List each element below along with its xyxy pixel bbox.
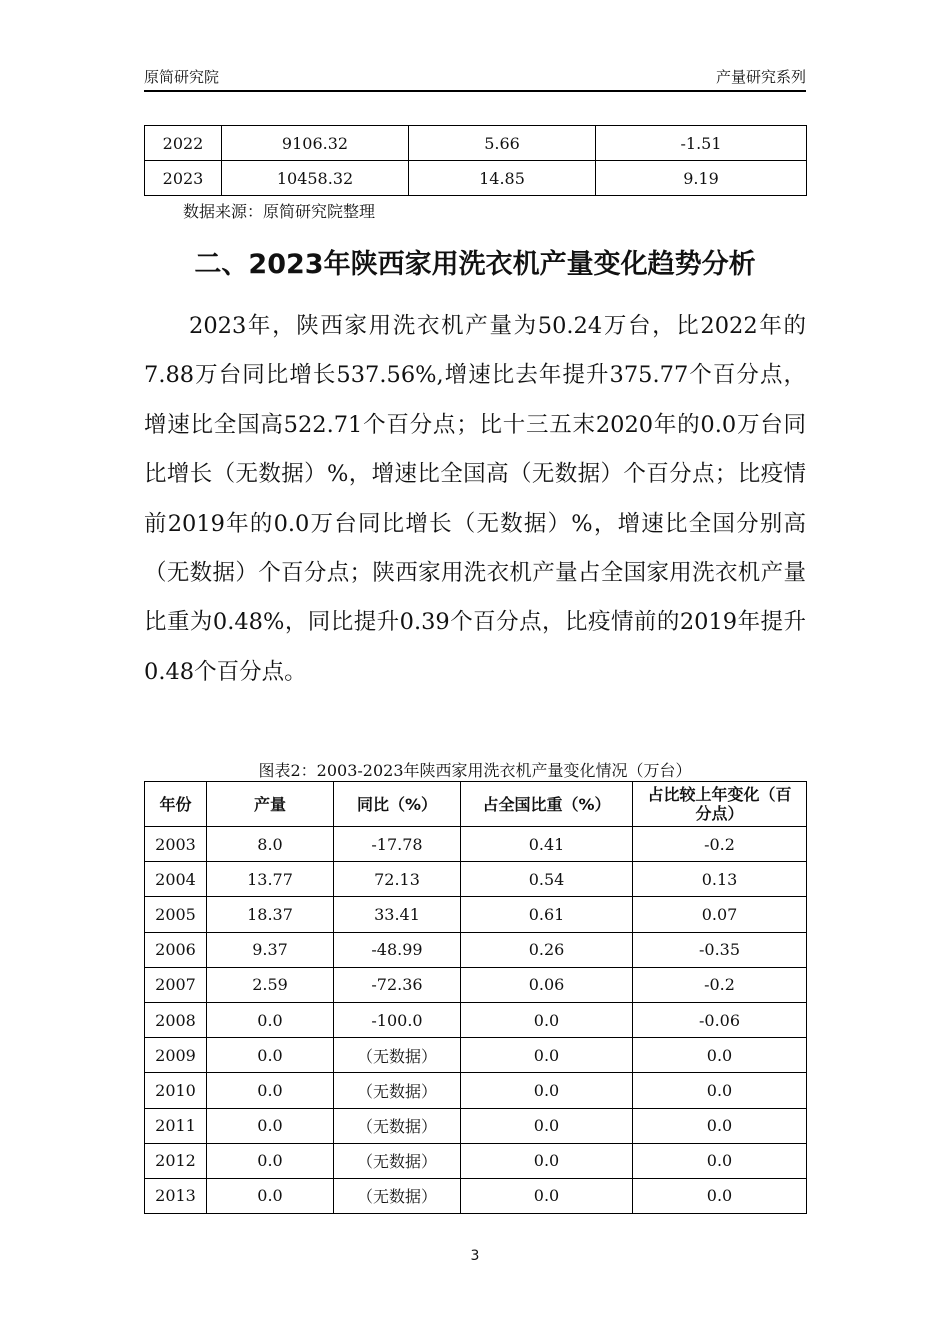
- column-header: 产量: [207, 782, 334, 827]
- table-row: [145, 862, 807, 897]
- header-org-name: 原简研究院: [144, 68, 220, 86]
- table-cell: 2004: [145, 862, 207, 897]
- table-cell: 0.06: [461, 967, 633, 1002]
- table-cell: -17.78: [334, 827, 461, 862]
- table-cell: 0.0: [207, 1143, 334, 1178]
- table-row: [145, 827, 807, 862]
- table-cell: 2005: [145, 897, 207, 932]
- table-cell: 0.41: [461, 827, 633, 862]
- table-cell: 0.0: [461, 1073, 633, 1108]
- table-cell: （无数据）: [334, 1073, 461, 1108]
- table-cell: 8.0: [207, 827, 334, 862]
- table-cell: 2007: [145, 967, 207, 1002]
- table-cell: -48.99: [334, 932, 461, 967]
- table-row: [145, 1143, 807, 1178]
- analysis-paragraph: 2023年，陕西家用洗衣机产量为50.24万台，比2022年的7.88万台同比增长537.56%,增速比去年提升375.77个百分点，增速比全国高522.71个百分点；比十三五末2020年的0.0万台同比增长（无数据）%，增速比全国高（无数据）个百分点；比疫情前2019年的0.0万台同比增长（无数据）%，增速比全国分别高（无数据）个百分点；陕西家用洗衣机产量占全国家用洗衣机产量比重为0.48%，同比提升0.39个百分点，比疫情前的2019年提升0.48个百分点。: [144, 313, 806, 685]
- table-cell: 0.0: [461, 1108, 633, 1143]
- header-series-name: 产量研究系列: [715, 68, 806, 86]
- table-cell: 0.0: [461, 1002, 633, 1037]
- table-cell: 9.19: [596, 161, 807, 196]
- table-cell: 2003: [145, 827, 207, 862]
- page-number: 3: [470, 1248, 480, 1264]
- table-row: [145, 1038, 807, 1073]
- table-cell: 0.0: [633, 1038, 807, 1073]
- table-cell: 0.61: [461, 897, 633, 932]
- table-cell: （无数据）: [334, 1038, 461, 1073]
- table-cell: 2010: [145, 1073, 207, 1108]
- table-row: [145, 161, 807, 196]
- table-cell: 0.0: [633, 1073, 807, 1108]
- column-header: 同比（%）: [334, 782, 461, 827]
- table-row: [145, 1178, 807, 1213]
- table-cell: 0.0: [207, 1178, 334, 1213]
- table-cell: 33.41: [334, 897, 461, 932]
- table-cell: 0.13: [633, 862, 807, 897]
- table-cell: 0.0: [633, 1108, 807, 1143]
- table-cell: 0.0: [461, 1038, 633, 1073]
- table-cell: 0.26: [461, 932, 633, 967]
- table-cell: 0.0: [207, 1073, 334, 1108]
- table-cell: -0.35: [633, 932, 807, 967]
- table-cell: 0.54: [461, 862, 633, 897]
- table-cell: 2013: [145, 1178, 207, 1213]
- table-cell: 5.66: [409, 126, 596, 161]
- table-cell: 10458.32: [222, 161, 409, 196]
- table-cell: 0.0: [633, 1178, 807, 1213]
- table-cell: 0.0: [461, 1143, 633, 1178]
- table-cell: -0.2: [633, 967, 807, 1002]
- table-cell: 0.0: [207, 1002, 334, 1037]
- table-cell: -0.06: [633, 1002, 807, 1037]
- table-cell: 2008: [145, 1002, 207, 1037]
- table-cell: （无数据）: [334, 1143, 461, 1178]
- table-cell: 18.37: [207, 897, 334, 932]
- table-row: [145, 932, 807, 967]
- table-cell: 2009: [145, 1038, 207, 1073]
- top-data-table: [144, 125, 807, 196]
- table-row: [145, 1002, 807, 1037]
- data-source-note: 数据来源：原简研究院整理: [183, 202, 376, 221]
- table-cell: 0.0: [633, 1143, 807, 1178]
- table-cell: 2011: [145, 1108, 207, 1143]
- table-cell: 9106.32: [222, 126, 409, 161]
- section-title: 二、2023年陕西家用洗衣机产量变化趋势分析: [194, 249, 756, 280]
- table-cell: 13.77: [207, 862, 334, 897]
- column-header: 年份: [145, 782, 207, 827]
- table-cell: -100.0: [334, 1002, 461, 1037]
- table-cell: 2006: [145, 932, 207, 967]
- table-row: [145, 897, 807, 932]
- table-row: [145, 1108, 807, 1143]
- table-cell: -1.51: [596, 126, 807, 161]
- table-cell: 14.85: [409, 161, 596, 196]
- table-row: [145, 1073, 807, 1108]
- table-cell: -0.2: [633, 827, 807, 862]
- table-cell: 2022: [145, 126, 222, 161]
- table-row: [145, 126, 807, 161]
- column-header: 占比较上年变化（百分点）: [633, 782, 807, 827]
- table-cell: 2012: [145, 1143, 207, 1178]
- table-cell: 0.0: [207, 1038, 334, 1073]
- table-cell: 0.0: [461, 1178, 633, 1213]
- table-caption: 图表2：2003-2023年陕西家用洗衣机产量变化情况（万台）: [258, 761, 692, 780]
- table-row: [145, 967, 807, 1002]
- table-cell: 72.13: [334, 862, 461, 897]
- production-table: [144, 781, 807, 1214]
- table-cell: （无数据）: [334, 1108, 461, 1143]
- page-header: [144, 64, 806, 92]
- table-cell: 0.0: [207, 1108, 334, 1143]
- table-cell: -72.36: [334, 967, 461, 1002]
- table-cell: 2.59: [207, 967, 334, 1002]
- table-cell: （无数据）: [334, 1178, 461, 1213]
- table-cell: 9.37: [207, 932, 334, 967]
- table-cell: 0.07: [633, 897, 807, 932]
- table-cell: 2023: [145, 161, 222, 196]
- column-header: 占全国比重（%）: [461, 782, 633, 827]
